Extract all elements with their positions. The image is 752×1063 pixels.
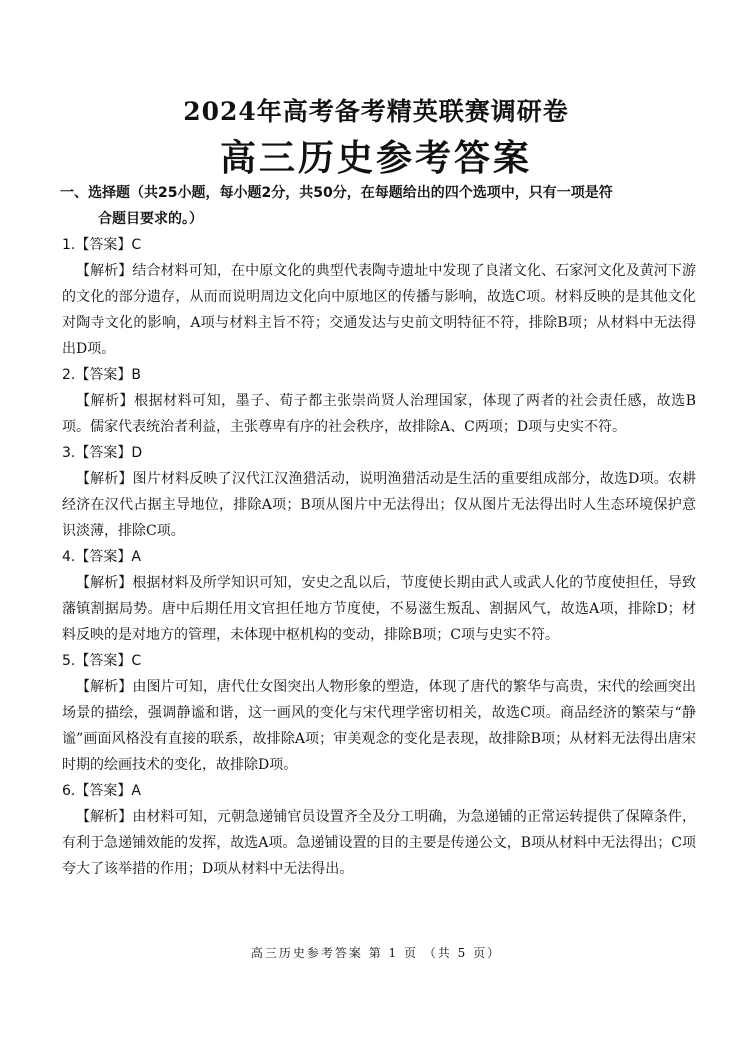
answer-line: 3.【答案】D	[62, 445, 143, 461]
page-footer: 高三历史参考答案 第 1 页 （共 5 页）	[250, 946, 502, 960]
section-heading	[60, 180, 696, 232]
answer-line: 6.【答案】A	[62, 783, 141, 799]
section-heading-text: 一、选择题（共25小题，每小题2分，共50分，在每题给出的四个选项中，只有一项是符	[60, 185, 613, 201]
answer-line: 4.【答案】A	[62, 549, 141, 565]
question-6	[62, 778, 696, 882]
explanation	[62, 804, 696, 882]
answer-line: 1.【答案】C	[62, 237, 142, 253]
explanation-text: 【解析】根据材料可知，墨子、荀子都主张崇尚贤人治理国家，体现了两者的社会责任感，故选B项。儒家代表统治者利益，主张尊卑有序的社会秩序，故排除A、C两项；D项与史实不符。	[62, 393, 696, 435]
question-2	[62, 362, 696, 440]
answer-content	[62, 180, 696, 882]
answer-line: 2.【答案】B	[62, 367, 141, 383]
explanation-text: 【解析】由材料可知，元朝急递铺官员设置齐全及分工明确，为急递铺的正常运转提供了保障条件，有利于急递铺效能的发挥，故选A项。急递铺设置的目的主要是传递公文，B项从材料中无法得出；C项夸大了该举措的作用；D项从材料中无法得出。	[62, 809, 696, 877]
explanation-text: 【解析】由图片可知，唐代仕女图突出人物形象的塑造，体现了唐代的繁华与高贵，宋代的绘画突出场景的描绘，强调静谧和谐，这一画风的变化与宋代理学密切相关，故选C项。商品经济的繁荣与“静谧”画面风格没有直接的联系，故排除A项；审美观念的变化是表现，故排除B项；从材料无法得出唐宋时期的绘画技术的变化，故排除D项。	[62, 679, 696, 773]
explanation-text: 【解析】图片材料反映了汉代江汉渔猎活动，说明渔猎活动是生活的重要组成部分，故选D项。农耕经济在汉代占据主导地位，排除A项；B项从图片中无法得出；仅从图片无法得出时人生态环境保护意识淡薄，排除C项。	[62, 471, 696, 539]
question-3	[62, 440, 696, 544]
page-title: 高三历史参考答案	[219, 138, 532, 179]
explanation	[62, 258, 696, 362]
explanation	[62, 570, 696, 648]
exam-title: 2024年高考备考精英联赛调研卷	[183, 97, 569, 126]
question-1	[62, 232, 696, 362]
explanation	[62, 674, 696, 778]
question-4	[62, 544, 696, 648]
section-heading-cont: 合题目要求的。）	[98, 211, 203, 227]
question-5	[62, 648, 696, 778]
answer-line: 5.【答案】C	[62, 653, 142, 669]
explanation	[62, 388, 696, 440]
explanation-text: 【解析】结合材料可知，在中原文化的典型代表陶寺遗址中发现了良渚文化、石家河文化及黄河下游的文化的部分遗存，从而而说明周边文化向中原地区的传播与影响，故选C项。材料反映的是其他文化对陶寺文化的影响，A项与材料主旨不符；交通发达与史前文明特征不符，排除B项；从材料中无法得出D项。	[62, 263, 696, 357]
explanation	[62, 466, 696, 544]
explanation-text: 【解析】根据材料及所学知识可知，安史之乱以后，节度使长期由武人或武人化的节度使担任，导致藩镇割据局势。唐中后期任用文官担任地方节度使，不易滋生叛乱、割据风气，故选A项，排除D；材料反映的是对地方的管理，未体现中枢机构的变动，排除B项；C项与史实不符。	[62, 575, 696, 643]
